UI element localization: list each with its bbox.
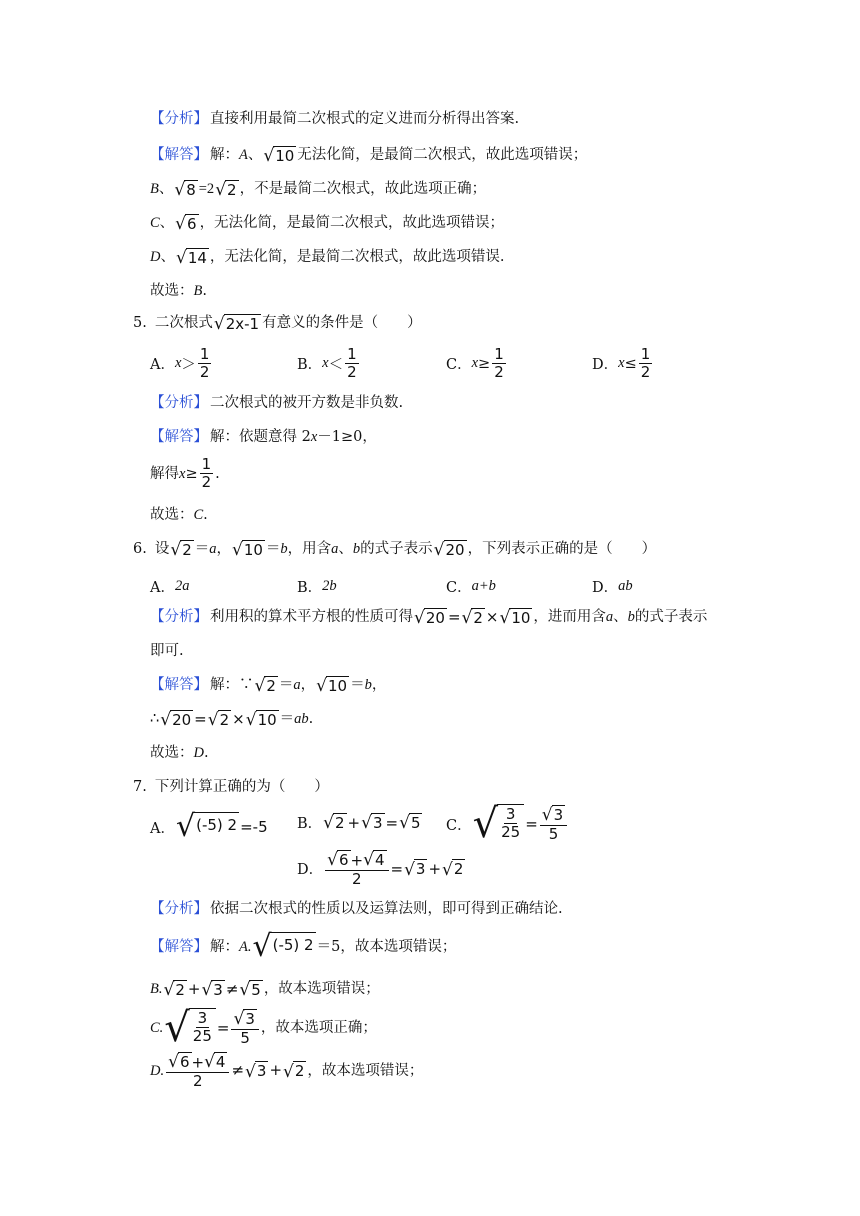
option-value: 2b xyxy=(322,578,337,594)
sqrt-expression: √ (-5) 2 xyxy=(175,809,238,844)
q5-analysis xyxy=(150,396,403,411)
period: . xyxy=(308,711,314,728)
q5-option-b[interactable] xyxy=(297,346,361,382)
option-value: ab xyxy=(618,578,633,594)
answer-tag: 【解答】 xyxy=(150,147,208,164)
option-rel: ＞ xyxy=(181,357,196,374)
enum-comma: 、 xyxy=(158,181,174,198)
sqrt-expression: √ 20 xyxy=(433,540,465,561)
times-sign: × xyxy=(485,608,499,627)
plus-sign: + xyxy=(187,980,201,999)
stem-text: 下列计算正确的为（ ） xyxy=(154,779,329,795)
option-var: x xyxy=(471,355,479,372)
option-letter: A xyxy=(239,147,248,164)
answer-tag: 【解答】 xyxy=(150,938,208,955)
sqrt-expression: √ 2x-1 xyxy=(213,314,260,335)
option-letter: C xyxy=(150,215,160,232)
product-ab: ab xyxy=(294,711,309,728)
q4-conclusion xyxy=(150,284,207,299)
q7-option-d[interactable] xyxy=(297,850,466,888)
sqrt-expression: √ 2 xyxy=(170,540,192,561)
variable-a: a xyxy=(331,541,339,558)
option-letter: A. xyxy=(239,938,252,955)
explanation-text: ，无法化简，是最简二次根式，故此选项错误. xyxy=(209,249,505,266)
q6-answer xyxy=(150,676,386,695)
equals-sign: = xyxy=(447,608,461,627)
conclusion-suffix: . xyxy=(203,507,208,523)
solve-end: . xyxy=(215,465,220,482)
q6-option-c[interactable] xyxy=(446,576,496,597)
sqrt-expression: √ 10 xyxy=(231,540,263,561)
equals-sign: = xyxy=(390,859,404,878)
sqrt-expression: √ 5 xyxy=(399,813,421,834)
option-label: B． xyxy=(297,816,323,832)
explanation-text: ＝5，故本选项错误； xyxy=(316,938,457,955)
option-var: x xyxy=(174,355,182,372)
fraction: √ 3 5 xyxy=(540,805,567,843)
q6-conclusion xyxy=(150,746,209,761)
q6-option-a[interactable] xyxy=(150,576,189,597)
sqrt-expression: √ 2 xyxy=(442,859,464,880)
therefore-symbol: ∴ xyxy=(150,711,160,728)
sqrt-expression: √ 3 xyxy=(201,980,223,1001)
conclusion-prefix: 故选： xyxy=(150,283,194,299)
option-label: A． xyxy=(150,357,175,374)
option-rel: ＜ xyxy=(328,357,344,374)
sqrt-expression: √ 10 xyxy=(499,608,531,629)
q5-option-a[interactable] xyxy=(150,346,213,382)
sqrt-expression: √ 10 xyxy=(263,146,295,167)
comma: ， xyxy=(216,541,231,558)
plus-sign: + xyxy=(269,1061,283,1080)
conclusion-suffix: . xyxy=(202,283,207,299)
answer-text: 解：依题意得 2 xyxy=(210,429,311,445)
sqrt-expression: √ 5 xyxy=(239,980,261,1001)
equals-sign: ＝ xyxy=(194,541,210,558)
answer-tag: 【解答】 xyxy=(150,429,208,445)
fraction: √ 6 + √ 4 2 xyxy=(325,850,388,888)
analysis-text: 即可. xyxy=(150,643,184,659)
sqrt-expression: √ 2 xyxy=(215,180,237,201)
sqrt-expression: √ 2 xyxy=(207,710,230,731)
q7-option-b[interactable] xyxy=(297,812,423,833)
q4-answer-a xyxy=(150,146,587,165)
comma: ， xyxy=(371,677,387,694)
not-equal-sign: ≠ xyxy=(231,1061,245,1080)
sqrt-expression: √ 2 xyxy=(461,608,483,629)
option-letter: B xyxy=(150,181,159,198)
equals-expression: =2 xyxy=(198,181,215,198)
question-number: 6. xyxy=(133,541,147,558)
conclusion-suffix: . xyxy=(203,745,209,761)
answer-intro: 解：∵ xyxy=(210,677,254,694)
analysis-text: 依据二次根式的性质以及运算法则，即可得到正确结论. xyxy=(210,901,563,917)
fraction: $\frac{1}{2}$ xyxy=(347,345,357,382)
sqrt-expression: √ (-5) 2 xyxy=(252,929,314,964)
variable-b: b xyxy=(627,609,635,626)
q7-answer-b xyxy=(150,980,380,999)
q4-answer-b xyxy=(150,180,486,199)
sqrt-expression: √ 2 xyxy=(283,1061,305,1082)
q4-answer-c xyxy=(150,214,504,233)
equals-sign: ＝ xyxy=(265,541,281,558)
variable-b: b xyxy=(352,541,361,558)
option-label: C． xyxy=(446,817,472,834)
explanation-text: ，故本选项正确； xyxy=(260,1019,377,1036)
option-label: A． xyxy=(150,820,175,837)
sqrt-expression: √ 3 xyxy=(361,813,383,834)
analysis-tag: 【分析】 xyxy=(150,111,208,127)
option-label: A． xyxy=(150,580,175,596)
stem-text: 二次根式 xyxy=(154,315,213,332)
sqrt-expression: √ 10 xyxy=(245,710,277,731)
answer-intro: 解： xyxy=(210,147,239,164)
option-var: x xyxy=(618,355,625,372)
comma: ， xyxy=(300,677,316,694)
q7-analysis xyxy=(150,902,563,917)
q5-option-c[interactable] xyxy=(446,346,508,382)
conclusion-letter: B xyxy=(193,283,203,299)
option-label: D． xyxy=(297,862,324,879)
option-result: =-5 xyxy=(240,818,268,836)
option-value: a+b xyxy=(471,578,496,594)
q7-option-a[interactable] xyxy=(150,809,268,844)
equals-sign: ＝ xyxy=(279,711,295,728)
option-rel: ≥ xyxy=(478,355,491,372)
times-sign: × xyxy=(232,710,245,729)
q5-solve xyxy=(150,456,220,492)
equals-sign: = xyxy=(385,813,399,832)
variable-b: b xyxy=(364,677,372,694)
variable-a: a xyxy=(293,677,301,694)
conclusion-prefix: 故选： xyxy=(150,507,194,523)
explanation-text: ，故本选项错误； xyxy=(263,981,380,998)
option-letter: D xyxy=(150,249,161,266)
analysis-text: ，进而用含 xyxy=(533,609,606,626)
fraction: √ 3 5 xyxy=(231,1009,258,1047)
sqrt-expression: √ 3 xyxy=(245,1061,267,1082)
sqrt-fraction: √ $\frac{3}{25}$ xyxy=(164,1008,216,1048)
analysis-text: 利用积的算术平方根的性质可得 xyxy=(210,609,413,626)
answer-text: －1≥0， xyxy=(317,429,377,445)
option-value: 2a xyxy=(174,578,190,594)
answer-intro: 解： xyxy=(210,938,239,955)
conclusion-prefix: 故选： xyxy=(150,745,194,761)
analysis-tag: 【分析】 xyxy=(150,395,208,411)
sqrt-fraction: √ $\frac{3}{25}$ xyxy=(473,804,525,844)
option-letter: D. xyxy=(150,1062,165,1079)
variable-b: b xyxy=(280,541,288,558)
sqrt-expression: √ 2 xyxy=(163,980,185,1001)
sqrt-expression: √ 8 xyxy=(174,180,196,201)
q7-option-c[interactable] xyxy=(446,801,569,847)
option-letter: B. xyxy=(150,981,163,998)
equals-sign: = xyxy=(525,815,538,833)
fraction: $\frac{1}{2}$ xyxy=(199,345,210,382)
enum-comma: 、 xyxy=(160,249,175,266)
fraction: $\frac{1}{2}$ xyxy=(494,345,504,382)
enum-comma: 、 xyxy=(159,215,175,232)
explanation-text: ，故本选项错误； xyxy=(307,1062,424,1079)
question-number: 5. xyxy=(133,315,147,332)
question-number: 7. xyxy=(133,779,147,795)
not-equal-sign: ≠ xyxy=(225,980,239,999)
q5-conclusion xyxy=(150,508,208,523)
option-label: B． xyxy=(297,357,323,374)
sqrt-expression: √ 20 xyxy=(160,710,192,731)
equals-sign: = xyxy=(216,1018,230,1037)
stem-text: 、 xyxy=(338,541,353,558)
solve-rel: ≥ xyxy=(185,465,198,482)
sqrt-expression: √ 20 xyxy=(414,608,445,629)
variable-a: a xyxy=(209,541,217,558)
solve-var: x xyxy=(179,465,186,482)
q5-option-d[interactable] xyxy=(592,346,654,382)
sqrt-expression: √ 3 xyxy=(404,859,426,880)
equals-sign: ＝ xyxy=(278,677,294,694)
q6-analysis-cont xyxy=(150,644,184,659)
q6-analysis xyxy=(150,608,707,627)
q6-option-b[interactable] xyxy=(297,576,337,597)
sqrt-expression: √ 10 xyxy=(316,676,348,697)
option-label: B． xyxy=(297,580,323,596)
q7-stem xyxy=(133,780,329,795)
option-rel: ≤ xyxy=(624,355,637,372)
q6-option-d[interactable] xyxy=(592,576,633,597)
q4-analysis xyxy=(150,112,519,127)
stem-text: ，下列表示正确的是（ ） xyxy=(467,541,657,558)
option-label: D． xyxy=(592,357,619,374)
q7-answer-a xyxy=(150,929,457,964)
plus-sign: + xyxy=(428,859,442,878)
explanation-text: ，不是最简二次根式，故此选项正确； xyxy=(239,181,487,198)
answer-var: x xyxy=(310,429,318,445)
answer-tag: 【解答】 xyxy=(150,677,208,694)
q6-therefore xyxy=(150,710,313,729)
stem-text: ，用含 xyxy=(287,541,332,558)
equals-sign: ＝ xyxy=(350,677,365,694)
fraction: √ 6 + √ 4 2 xyxy=(166,1052,229,1090)
explanation-text: 无法化简，是最简二次根式，故此选项错误； xyxy=(297,147,588,164)
analysis-text: 、 xyxy=(613,609,628,626)
q4-answer-d xyxy=(150,248,505,267)
q7-answer-c xyxy=(150,1005,377,1051)
stem-text: 设 xyxy=(154,541,170,558)
analysis-text: 的式子表示 xyxy=(634,609,708,626)
sqrt-expression: √ 14 xyxy=(175,248,207,269)
conclusion-letter: C xyxy=(193,507,204,523)
sqrt-expression: √ 2 xyxy=(323,813,345,834)
stem-text: 有意义的条件是（ ） xyxy=(262,315,422,332)
sqrt-expression: √ 6 xyxy=(175,214,197,235)
explanation-text: ，无法化简，是最简二次根式，故此选项错误； xyxy=(199,215,505,232)
fraction: $\frac{1}{2}$ xyxy=(640,345,651,382)
fraction: $\frac{1}{2}$ xyxy=(201,455,212,492)
stem-text: 的式子表示 xyxy=(360,541,433,558)
option-label: D． xyxy=(592,580,619,596)
q7-answer-d xyxy=(150,1052,423,1090)
enum-comma: 、 xyxy=(247,147,263,164)
q6-stem xyxy=(133,540,656,559)
plus-sign: + xyxy=(347,813,361,832)
option-label: C． xyxy=(446,357,472,374)
option-letter: C. xyxy=(150,1019,164,1036)
analysis-text: 二次根式的被开方数是非负数. xyxy=(210,395,404,411)
option-label: C． xyxy=(446,580,472,596)
solve-prefix: 解得 xyxy=(150,465,179,482)
analysis-text: 直接利用最简二次根式的定义进而分析得出答案. xyxy=(210,111,520,127)
analysis-tag: 【分析】 xyxy=(150,901,208,917)
equals-sign: = xyxy=(194,710,207,729)
analysis-tag: 【分析】 xyxy=(150,609,208,626)
option-var: x xyxy=(322,355,329,372)
q5-answer xyxy=(150,430,377,445)
conclusion-letter: D xyxy=(193,745,204,761)
q5-stem xyxy=(133,314,422,333)
sqrt-expression: √ 2 xyxy=(254,676,276,697)
variable-a: a xyxy=(605,609,614,626)
